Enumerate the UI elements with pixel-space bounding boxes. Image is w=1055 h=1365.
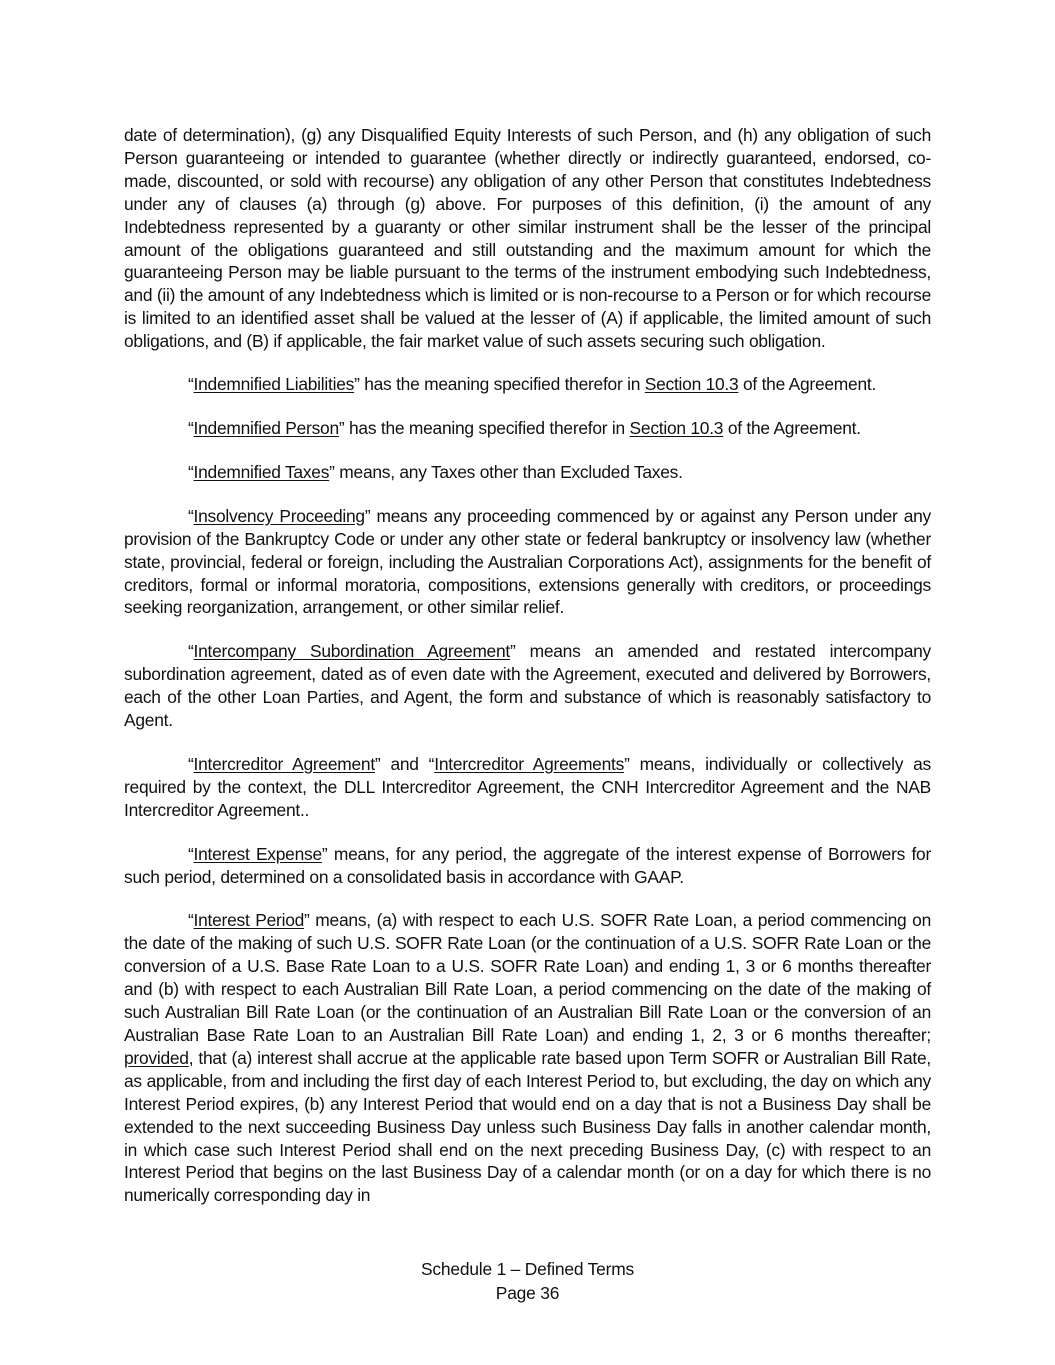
- defined-term: Intercreditor Agreements: [434, 753, 625, 774]
- defined-term: Indemnified Liabilities: [193, 374, 355, 395]
- section-reference: Section 10.3: [644, 374, 739, 395]
- definition-indemnified-liabilities: [124, 373, 931, 396]
- definition-text: ” and “: [374, 753, 435, 774]
- definition-text: ” has the meaning specified therefor in: [338, 417, 630, 438]
- definition-text: ” means an amended and restated intercompany subordination agreement, dated as of even date with the Agreement, executed and delivered by Borrowers, each of the other Loan Parties, and Agent, the form and substance of which is reasonably satisfactory to Agent.: [124, 641, 931, 731]
- defined-term: Intercompany Subordination Agreement: [193, 641, 510, 662]
- definition-text: ” means, individually or collectively as required by the context, the DLL Intercreditor Agreement, the CNH Intercreditor Agreement and the NAB Intercreditor Agreement..: [124, 753, 932, 820]
- definition-indemnified-person: [124, 417, 931, 440]
- proviso-term: provided: [124, 1047, 189, 1068]
- definition-text: , that (a) interest shall accrue at the applicable rate based upon Term SOFR or Australian Bill Rate, as applicable, from and including the first day of each Interest Period to, but excluding, the day on which any Interest Period expires, (b) any Interest Period that would end on a day that is not a Business Day shall be extended to the next succeeding Business Day unless such Business Day falls in another calendar month, in which case such Interest Period shall end on the next preceding Business Day, (c) with respect to an Interest Period that begins on the last Business Day of a calendar month (or on a day for which there is no numerically corresponding day in: [124, 1047, 931, 1206]
- document-body: [124, 124, 931, 1228]
- page-number: Page 36: [495, 1283, 560, 1303]
- section-reference: Section 10.3: [629, 417, 724, 438]
- defined-term: Interest Expense: [193, 843, 322, 864]
- definition-intercreditor-agreement: [124, 753, 931, 822]
- definition-text: ” means, (a) with respect to each U.S. SOFR Rate Loan, a period commencing on the date of the making of such U.S. SOFR Rate Loan (or the continuation of a U.S. SOFR Rate Loan or the conversion of a U.S. Base Rate Loan to a U.S. SOFR Rate Loan) and ending 1, 3 or 6 months thereafter and (b) with respect to each Australian Bill Rate Loan, a period commencing on the date of the making of such Australian Bill Rate Loan (or the continuation of an Australian Bill Rate Loan or the conversion of an Australian Base Rate Loan to an Australian Bill Rate Loan) and ending 1, 2, 3 or 6 months thereafter;: [124, 910, 931, 1045]
- schedule-title: Schedule 1 – Defined Terms: [421, 1259, 634, 1279]
- defined-term: Indemnified Taxes: [193, 461, 330, 482]
- open-quote: “: [188, 461, 194, 482]
- indebtedness-continued-paragraph: [124, 124, 931, 353]
- definition-indemnified-taxes: [124, 461, 931, 484]
- definition-text: of the Agreement.: [723, 417, 861, 438]
- definition-text: of the Agreement.: [738, 374, 877, 395]
- definition-interest-expense: [124, 843, 931, 889]
- open-quote: “: [188, 843, 194, 864]
- definition-intercompany-subordination-agreement: [124, 640, 931, 732]
- open-quote: “: [188, 910, 194, 931]
- defined-term: Insolvency Proceeding: [193, 505, 365, 526]
- defined-term: Interest Period: [193, 910, 305, 931]
- page-footer: [0, 1257, 1055, 1305]
- defined-term: Indemnified Person: [193, 417, 339, 438]
- paragraph-text: date of determination), (g) any Disqualified Equity Interests of such Person, and (h) any obligation of such Person guaranteeing or intended to guarantee (whether directly or indirectly guaranteed, endorsed, co-made, discounted, or sold with recourse) any obligation of any other Person that constitutes Indebtedness under any of clauses (a) through (g) above. For purposes of this definition, (i) the amount of any Indebtedness represented by a guaranty or other similar instrument shall be the lesser of the principal amount of the obligations guaranteed and still outstanding and the maximum amount for which the guaranteeing Person may be liable pursuant to the terms of the instrument embodying such Indebtedness, and (ii) the amount of any Indebtedness which is limited or is non-recourse to a Person or for which recourse is limited to an identified asset shall be valued at the lesser of (A) if applicable, the limited amount of such obligations, and (B) if applicable, the fair market value of such assets securing such obligation.: [124, 125, 931, 352]
- open-quote: “: [188, 417, 194, 438]
- definition-text: ” means, any Taxes other than Excluded Taxes.: [329, 461, 683, 482]
- open-quote: “: [188, 641, 194, 662]
- definition-text: ” means, for any period, the aggregate of the interest expense of Borrowers for such period, determined on a consolidated basis in accordance with GAAP.: [124, 843, 932, 887]
- defined-term: Intercreditor Agreement: [193, 753, 375, 774]
- open-quote: “: [188, 505, 194, 526]
- definition-interest-period: [124, 909, 931, 1207]
- open-quote: “: [188, 374, 194, 395]
- definition-text: ” has the meaning specified therefor in: [354, 374, 645, 395]
- definition-text: ” means any proceeding commenced by or against any Person under any provision of the Bankruptcy Code or under any other state or federal bankruptcy or insolvency law (whether state, provincial, federal or foreign, including the Australian Corporations Act), assignments for the benefit of creditors, formal or informal moratoria, compositions, extensions generally with creditors, or proceedings seeking reorganization, arrangement, or other similar relief.: [124, 505, 931, 618]
- open-quote: “: [188, 753, 194, 774]
- definition-insolvency-proceeding: [124, 505, 931, 620]
